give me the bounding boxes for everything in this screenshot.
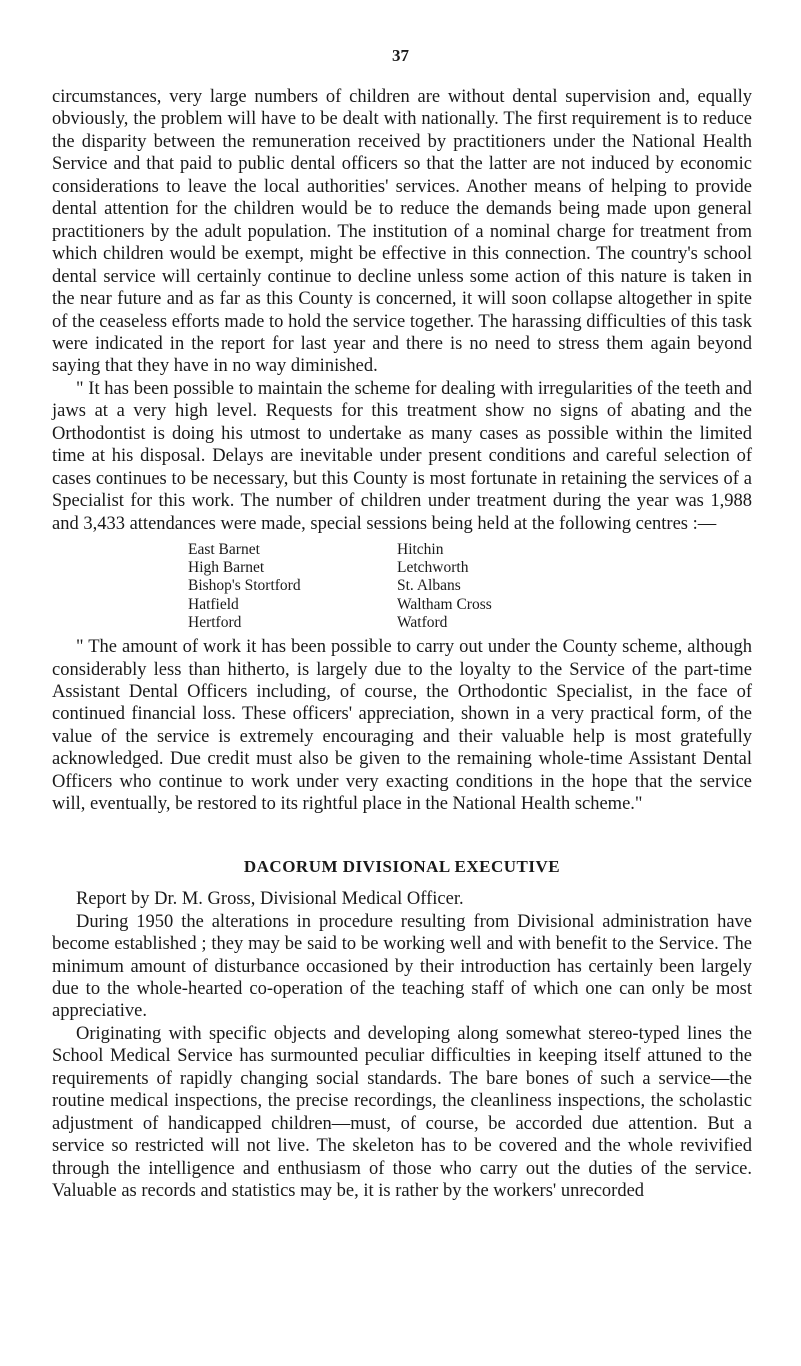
body-text xyxy=(52,86,752,1203)
centre-name: East Barnet xyxy=(188,541,260,559)
paragraph: Originating with specific objects and developing along somewhat stereo-typed lines the School Medical Service has surmounted peculiar difficulties in keeping itself attuned to the requirements of rapidly changing social standards. The bare bones of such a service—the routine medical inspections, the precise recordings, the cleanliness inspections, the scholastic adjustment of handicapped children—must, of course, be accorded due attention. But a service so restricted will not live. The skeleton has to be covered and the whole revivified through the intelligence and enthusiasm of those who carry out the duties of the service. Valuable as records and statistics may be, it is rather by the workers' unrecorded xyxy=(52,1023,752,1202)
centre-name: High Barnet xyxy=(188,559,265,577)
centre-name: Bishop's Stortford xyxy=(188,577,301,595)
paragraph: " The amount of work it has been possible to carry out under the County scheme, although considerably less than hitherto, is largely due to the loyalty to the Service of the part-time Assistant Dental Officers including, of course, the Orthodontic Specialist, in the face of continued financial loss. These officers' appreciation, shown in a very practical form, of the value of the service is extremely encouraging and their valuable help is most gratefully acknowledged. Due credit must also be given to the remaining whole-time Assistant Dental Officers who continue to work under very exacting conditions in the hope that the service will, eventually, be restored to its rightful place in the National Health scheme." xyxy=(52,637,752,815)
centre-name: Hertford xyxy=(188,613,242,631)
centre-name: Hatfield xyxy=(188,595,239,613)
paragraph: circumstances, very large numbers of children are without dental supervision and, equally obviously, the problem will have to be dealt with nationally. The first requirement is to reduce the disparity between the remuneration received by practitioners under the National Health Service and that paid to public dental officers so that the latter are not induced by economic considerations to leave the local authorities' services. Another means of helping to provide dental attention for the children would be to reduce the demands being made upon general practitioners by the adult population. The institution of a nominal charge for treatment from which children would be exempt, might be effective in this connection. The country's school dental service will certainly continue to decline unless some action of this nature is taken in the near future and as far as this County is concerned, it will soon collapse altogether in spite of the ceaseless efforts made to hold the service together. The harassing difficulties of this task were indicated in the report for last year and there is no need to stress them again beyond saying that they have in no way diminished. xyxy=(52,87,752,377)
centre-name: St. Albans xyxy=(397,577,461,595)
paragraph: During 1950 the alterations in procedure resulting from Divisional administration have become established ; they may be said to be working well and with benefit to the Service. The minimum amount of disturbance occasioned by their introduction has certainly been largely due to the whole-hearted co-operation of the teaching staff of which one can only be most appreciative. xyxy=(52,911,752,1022)
paragraph: Report by Dr. M. Gross, Divisional Medical Officer. xyxy=(76,889,464,910)
centre-name: Letchworth xyxy=(397,559,469,577)
paragraph: " It has been possible to maintain the scheme for dealing with irregularities of the teeth and jaws at a very high level. Requests for this treatment show no signs of abating and the Orthodontist is doing his utmost to undertake as many cases as possible within the limited time at his disposal. Delays are inevitable under present conditions and careful selection of cases continues to be necessary, but this County is most fortunate in retaining the services of a Specialist for this work. The number of children under treatment during the year was 1,988 and 3,433 attendances were made, special sessions being held at the following centres :— xyxy=(52,378,752,534)
centre-name: Hitchin xyxy=(397,541,444,559)
section-heading: DACORUM DIVISIONAL EXECUTIVE xyxy=(243,856,561,876)
page-number: 37 xyxy=(392,46,409,65)
centre-name: Watford xyxy=(397,613,448,631)
centres-list xyxy=(188,541,752,632)
centre-name: Waltham Cross xyxy=(397,595,492,613)
